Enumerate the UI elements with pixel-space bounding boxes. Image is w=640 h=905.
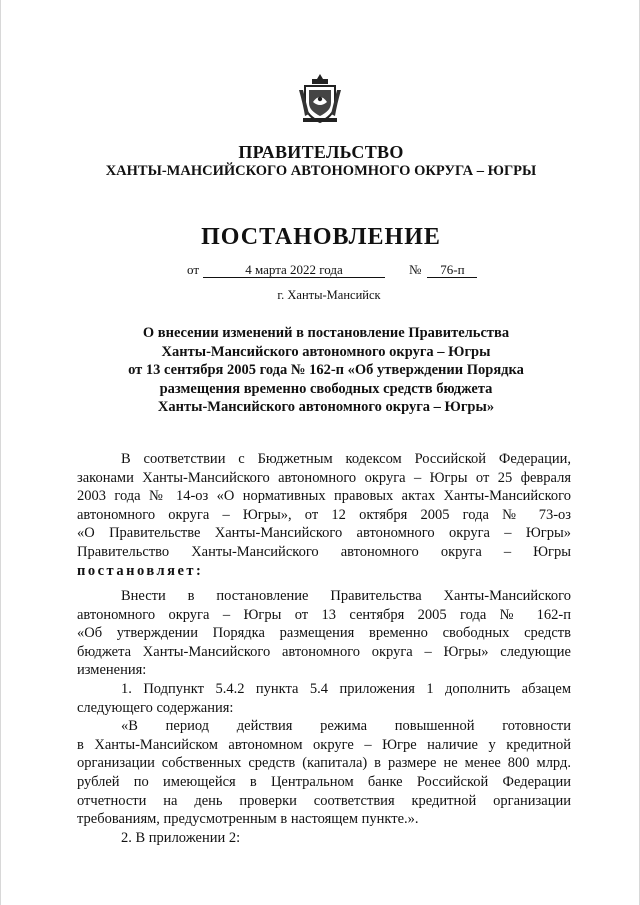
date-number-line bbox=[187, 262, 477, 278]
body-line: 2. В приложении 2: bbox=[121, 829, 241, 846]
subject-line: Ханты-Мансийского автономного округа – Югры» bbox=[157, 399, 495, 415]
body-line: «Об утверждении Порядка размещения временно свободных средств bbox=[77, 625, 571, 642]
preamble-line: «О Правительстве Ханты-Мансийского автономного округа – Югры» bbox=[77, 525, 571, 542]
coat-of-arms-icon bbox=[297, 72, 343, 124]
preamble-line: автономного округа – Югры», от 12 октября 2005 года № 73-оз bbox=[77, 506, 571, 523]
body-line: бюджета Ханты-Мансийского автономного округа – Югры» следующие bbox=[77, 643, 571, 660]
preamble-line: В соответствии с Бюджетным кодексом Российской Федерации, bbox=[121, 451, 571, 467]
body-line: изменения: bbox=[77, 662, 147, 679]
subject-line: О внесении изменений в постановление Правительства bbox=[142, 325, 510, 341]
subject-line: от 13 сентября 2005 года № 162-п «Об утверждении Порядка bbox=[128, 362, 524, 378]
subject-line: Ханты-Мансийского автономного округа – Югры bbox=[161, 343, 491, 360]
government-region: ХАНТЫ-МАНСИЙСКОГО АВТОНОМНОГО ОКРУГА – ЮГРЫ bbox=[105, 163, 537, 179]
body-line: 1. Подпункт 5.4.2 пункта 5.4 приложения 1 дополнить абзацем bbox=[121, 680, 571, 697]
document-date: 4 марта 2022 года bbox=[203, 263, 385, 278]
document-number: 76-п bbox=[427, 263, 477, 278]
body-line: организации собственных средств (капитала) в размере не менее 800 млрд. bbox=[77, 755, 571, 772]
preamble-line: 2003 года № 14-оз «О нормативных правовых актах Ханты-Мансийского bbox=[77, 488, 571, 505]
document-type: ПОСТАНОВЛЕНИЕ bbox=[201, 224, 441, 250]
body-line: «В период действия режима повышенной готовности bbox=[121, 718, 571, 735]
body-line: рублей по имеющейся в Центральном банке Российской Федерации bbox=[77, 773, 571, 790]
preamble-line: Правительство Ханты-Мансийского автономного округа – Югры bbox=[77, 543, 571, 560]
body-line: следующего содержания: bbox=[77, 699, 234, 716]
body-line: в Ханты-Мансийском автономном округе – Югре наличие у кредитной bbox=[77, 736, 571, 753]
decree-body bbox=[77, 587, 571, 847]
body-line: автономного округа – Югры от 13 сентября 2005 года № 162-п bbox=[77, 606, 571, 623]
preamble-paragraph bbox=[77, 450, 571, 580]
date-prefix: от bbox=[187, 262, 200, 277]
decree-word: постановляет: bbox=[77, 562, 204, 579]
body-line: отчетности на день проверки соответствия кредитной организации bbox=[77, 792, 571, 809]
subject-line: размещения временно свободных средств бюджета bbox=[159, 380, 493, 397]
preamble-line: законами Ханты-Мансийского автономного округа – Югры от 25 февраля bbox=[77, 469, 571, 486]
document-city: г. Ханты-Мансийск bbox=[277, 288, 381, 302]
number-prefix: № bbox=[409, 262, 422, 277]
document-subject bbox=[91, 324, 561, 417]
body-line: Внести в постановление Правительства Ханты-Мансийского bbox=[121, 588, 571, 604]
government-title: ПРАВИТЕЛЬСТВО bbox=[238, 142, 404, 162]
body-line: требованиям, предусмотренным в настоящем пункте.». bbox=[77, 811, 419, 828]
